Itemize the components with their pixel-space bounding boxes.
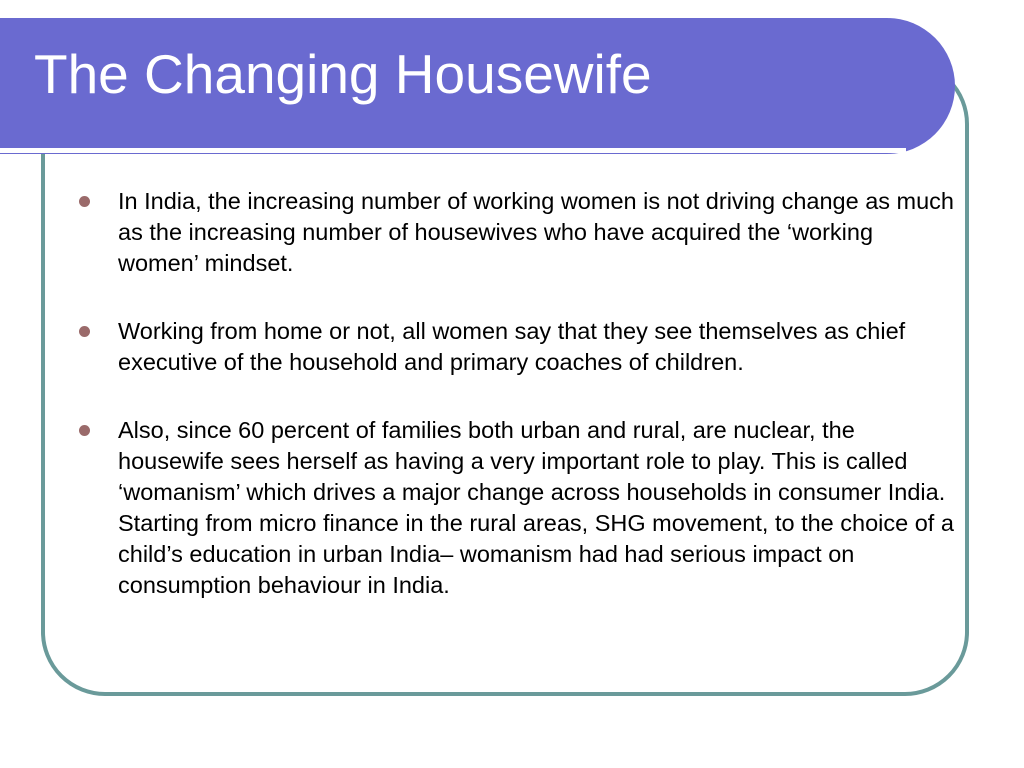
bullet-text: Also, since 60 percent of families both urban and rural, are nuclear, the housewife sees herself as having a very important role to play. This is called ‘womanism’ which drives a major change across households in consumer India. Starting from micro finance in the rural areas, SHG movement, to the choice of a child’s education in urban India– womanism had had serious impact on consumption behaviour in India. — [118, 417, 954, 598]
bullet-text: In India, the increasing number of working women is not driving change as much as the increasing number of housewives who have acquired the ‘working women’ mindset. — [118, 188, 955, 276]
bullet-item — [76, 415, 956, 601]
slide-title: The Changing Housewife — [34, 43, 652, 105]
bullet-text: Working from home or not, all women say that they see themselves as chief executive of the household and primary coaches of children. — [118, 318, 906, 375]
bullet-dot-icon — [79, 196, 90, 207]
bullet-list — [76, 186, 956, 638]
bullet-dot-icon — [79, 425, 90, 436]
bullet-item — [76, 316, 956, 378]
bullet-item — [76, 186, 956, 279]
title-underline — [0, 148, 906, 153]
bullet-dot-icon — [79, 326, 90, 337]
